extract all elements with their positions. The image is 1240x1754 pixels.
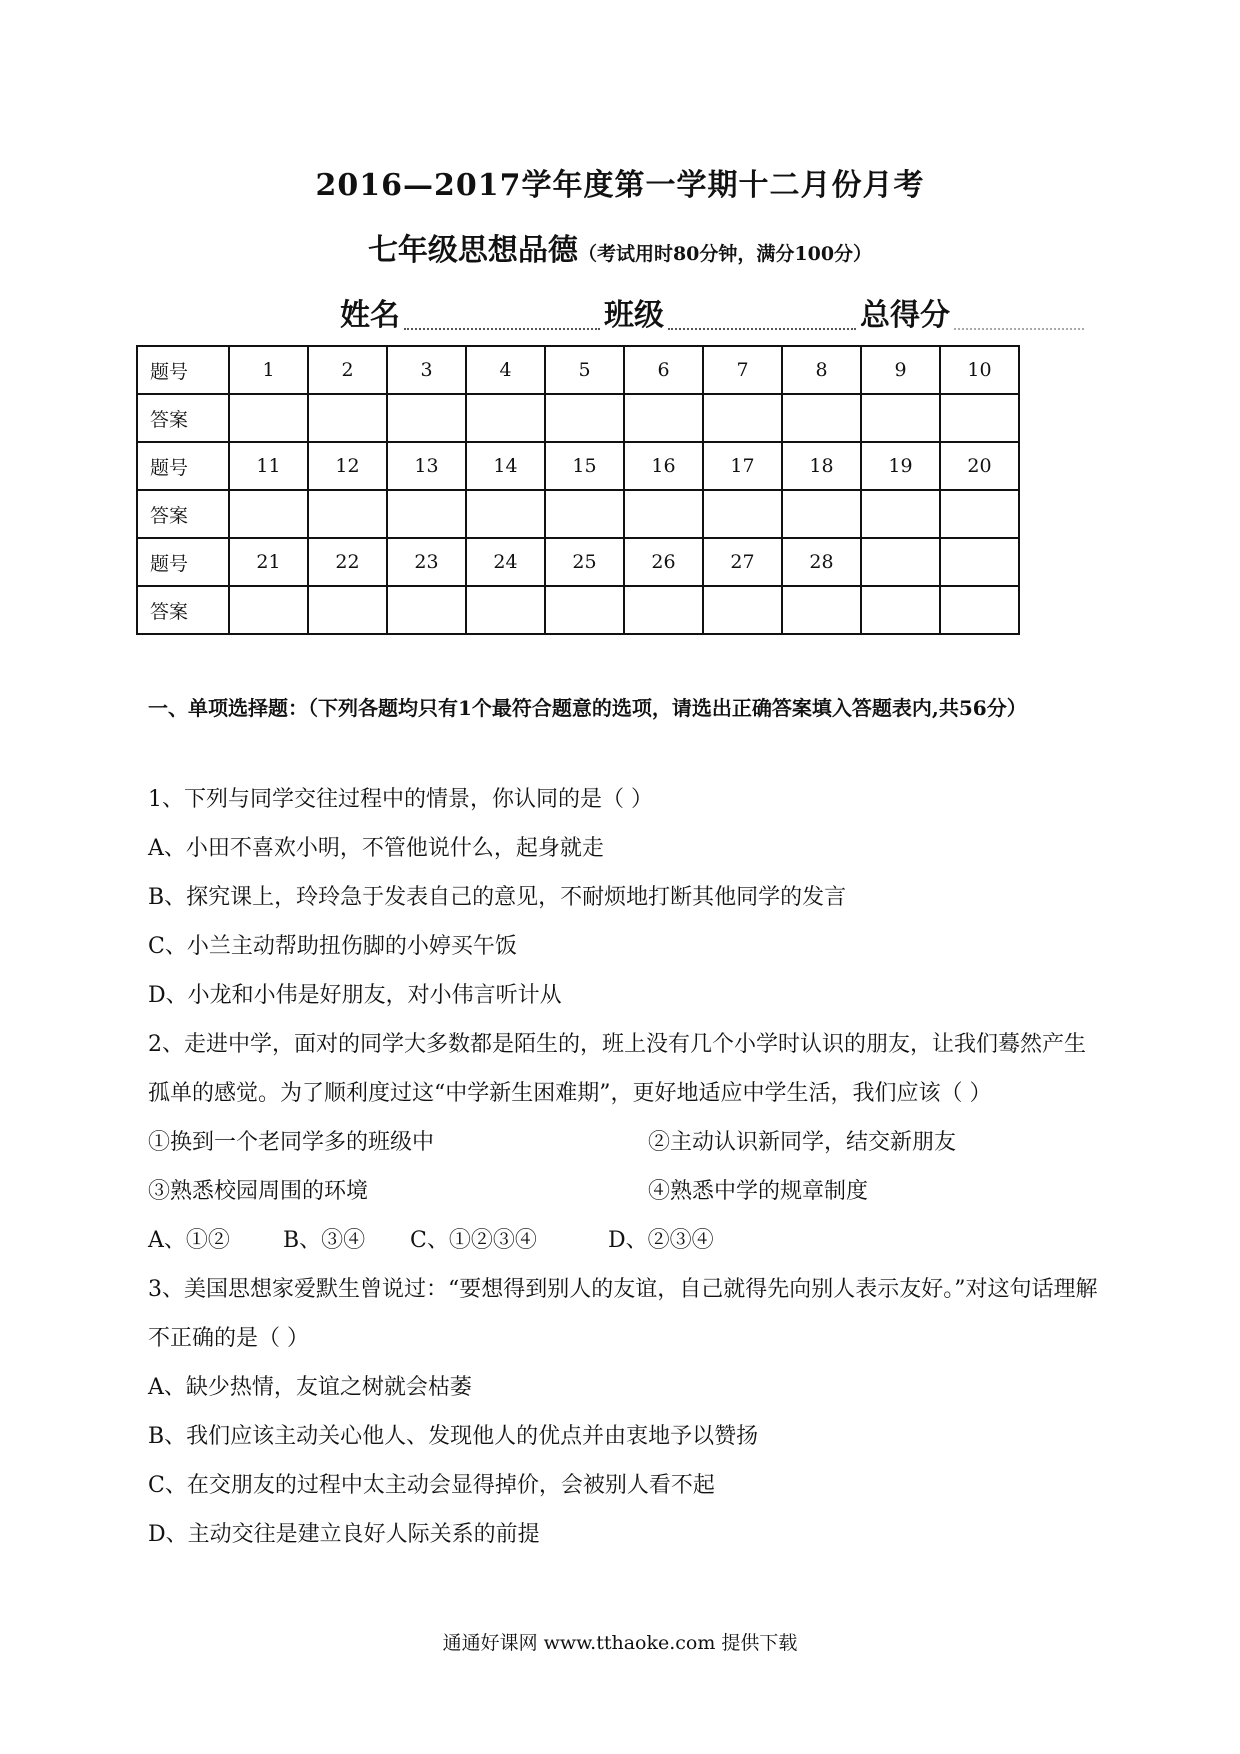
question-number-cell: 23 — [387, 538, 466, 586]
question-number-cell: 18 — [782, 442, 861, 490]
statement-row — [148, 1167, 1098, 1216]
question-number-cell: 7 — [703, 346, 782, 394]
option-a: A、小田不喜欢小明，不管他说什么，起身就走 — [148, 836, 604, 861]
exam-title: 2016—2017学年度第一学期十二月份月考 — [315, 168, 925, 203]
answer-cell[interactable] — [861, 394, 940, 442]
option-d: D、主动交往是建立良好人际关系的前提 — [148, 1522, 540, 1547]
question-number-cell: 12 — [308, 442, 387, 490]
question-3 — [148, 1265, 1098, 1559]
choice-row — [148, 1216, 1098, 1265]
answer-cell[interactable] — [624, 490, 703, 538]
number-row-label: 题号 — [137, 346, 229, 394]
answer-row-label: 答案 — [137, 490, 229, 538]
question-number-cell: 15 — [545, 442, 624, 490]
question-number-cell: 16 — [624, 442, 703, 490]
option-d: D、②③④ — [608, 1228, 714, 1253]
answer-cell[interactable] — [229, 394, 308, 442]
question-number-cell: 20 — [940, 442, 1019, 490]
answer-cell[interactable] — [861, 586, 940, 634]
name-label: 姓名 — [340, 298, 400, 333]
option-b: B、我们应该主动关心他人、发现他人的优点并由衷地予以赞扬 — [148, 1424, 759, 1449]
question-number-cell: 17 — [703, 442, 782, 490]
answer-cell[interactable] — [387, 394, 466, 442]
question-number-cell: 6 — [624, 346, 703, 394]
answer-cell[interactable] — [308, 394, 387, 442]
answer-cell[interactable] — [466, 490, 545, 538]
question-1 — [148, 775, 1098, 1020]
question-number-cell: 8 — [782, 346, 861, 394]
answer-cell[interactable] — [703, 586, 782, 634]
number-row-label: 题号 — [137, 442, 229, 490]
question-stem: 1、下列与同学交往过程中的情景，你认同的是（ ） — [148, 787, 653, 812]
statement-row — [148, 1118, 1098, 1167]
statement-3: ③熟悉校园周围的环境 — [148, 1179, 369, 1204]
answer-cell[interactable] — [782, 586, 861, 634]
question-number-cell — [940, 538, 1019, 586]
answer-cell[interactable] — [703, 490, 782, 538]
answer-cell[interactable] — [940, 394, 1019, 442]
question-number-cell: 10 — [940, 346, 1019, 394]
answer-cell[interactable] — [308, 586, 387, 634]
option-a: A、①② — [148, 1228, 230, 1253]
question-number-cell: 21 — [229, 538, 308, 586]
option-b: B、③④ — [283, 1228, 366, 1253]
question-number-cell: 13 — [387, 442, 466, 490]
question-number-cell: 4 — [466, 346, 545, 394]
questions — [148, 775, 1098, 1559]
question-number-cell: 26 — [624, 538, 703, 586]
answer-table — [136, 345, 1020, 635]
question-number-cell: 24 — [466, 538, 545, 586]
answer-cell[interactable] — [466, 586, 545, 634]
name-blank[interactable] — [404, 298, 600, 330]
question-number-cell: 27 — [703, 538, 782, 586]
question-number-cell: 5 — [545, 346, 624, 394]
answer-cell[interactable] — [545, 490, 624, 538]
option-c: C、小兰主动帮助扭伤脚的小婷买午饭 — [148, 934, 517, 959]
question-stem: 2、走进中学，面对的同学大多数都是陌生的，班上没有几个小学时认识的朋友，让我们蓦然产生孤单的感觉。为了顺利度过这“中学新生困难期”，更好地适应中学生活，我们应该（ ） — [148, 1032, 1087, 1106]
question-stem: 3、美国思想家爱默生曾说过：“要想得到别人的友谊，自己就得先向别人表示友好。”对这句话理解不正确的是（ ） — [148, 1277, 1098, 1351]
answer-cell[interactable] — [466, 394, 545, 442]
answer-cell[interactable] — [308, 490, 387, 538]
question-number-cell: 25 — [545, 538, 624, 586]
option-b: B、探究课上，玲玲急于发表自己的意见，不耐烦地打断其他同学的发言 — [148, 885, 847, 910]
answer-cell[interactable] — [229, 586, 308, 634]
option-a: A、缺少热情，友谊之树就会枯萎 — [148, 1375, 472, 1400]
statement-2: ②主动认识新同学，结交新朋友 — [648, 1130, 957, 1155]
option-c: C、①②③④ — [410, 1228, 537, 1253]
option-c: C、在交朋友的过程中太主动会显得掉价，会被别人看不起 — [148, 1473, 715, 1498]
footer-credit: 通通好课网 www.tthaoke.com 提供下载 — [442, 1632, 798, 1654]
option-d: D、小龙和小伟是好朋友，对小伟言听计从 — [148, 983, 562, 1008]
answer-cell[interactable] — [703, 394, 782, 442]
answer-row-label: 答案 — [137, 586, 229, 634]
question-number-cell: 11 — [229, 442, 308, 490]
section-heading: 一、单项选择题：（下列各题均只有1个最符合题意的选项，请选出正确答案填入答题表内,共56分） — [148, 696, 1027, 720]
question-number-cell: 1 — [229, 346, 308, 394]
answer-cell[interactable] — [387, 490, 466, 538]
answer-cell[interactable] — [545, 394, 624, 442]
question-number-cell: 22 — [308, 538, 387, 586]
exam-subtitle — [0, 225, 1240, 269]
answer-cell[interactable] — [545, 586, 624, 634]
answer-cell[interactable] — [387, 586, 466, 634]
answer-cell[interactable] — [861, 490, 940, 538]
answer-row — [137, 586, 1019, 634]
statement-1: ①换到一个老同学多的班级中 — [148, 1130, 435, 1155]
question-number-row — [137, 538, 1019, 586]
exam-note: （考试用时80分钟，满分100分） — [577, 243, 873, 265]
question-number-cell: 2 — [308, 346, 387, 394]
question-number-row — [137, 346, 1019, 394]
class-blank[interactable] — [668, 298, 856, 330]
answer-cell[interactable] — [940, 490, 1019, 538]
question-number-cell: 19 — [861, 442, 940, 490]
answer-cell[interactable] — [229, 490, 308, 538]
answer-cell[interactable] — [624, 586, 703, 634]
answer-cell[interactable] — [782, 490, 861, 538]
subject-label: 七年级思想品德 — [367, 233, 578, 268]
statement-4: ④熟悉中学的规章制度 — [648, 1179, 869, 1204]
question-number-row — [137, 442, 1019, 490]
question-number-cell: 28 — [782, 538, 861, 586]
question-number-cell: 3 — [387, 346, 466, 394]
student-info-line — [340, 290, 1088, 334]
question-2 — [148, 1020, 1098, 1265]
answer-row — [137, 394, 1019, 442]
number-row-label: 题号 — [137, 538, 229, 586]
answer-row — [137, 490, 1019, 538]
answer-cell[interactable] — [624, 394, 703, 442]
question-number-cell: 9 — [861, 346, 940, 394]
question-number-cell — [861, 538, 940, 586]
answer-cell[interactable] — [782, 394, 861, 442]
answer-cell[interactable] — [940, 586, 1019, 634]
answer-row-label: 答案 — [137, 394, 229, 442]
class-label: 班级 — [604, 298, 664, 333]
score-blank[interactable] — [954, 298, 1084, 330]
score-label: 总得分 — [860, 298, 950, 333]
question-number-cell: 14 — [466, 442, 545, 490]
